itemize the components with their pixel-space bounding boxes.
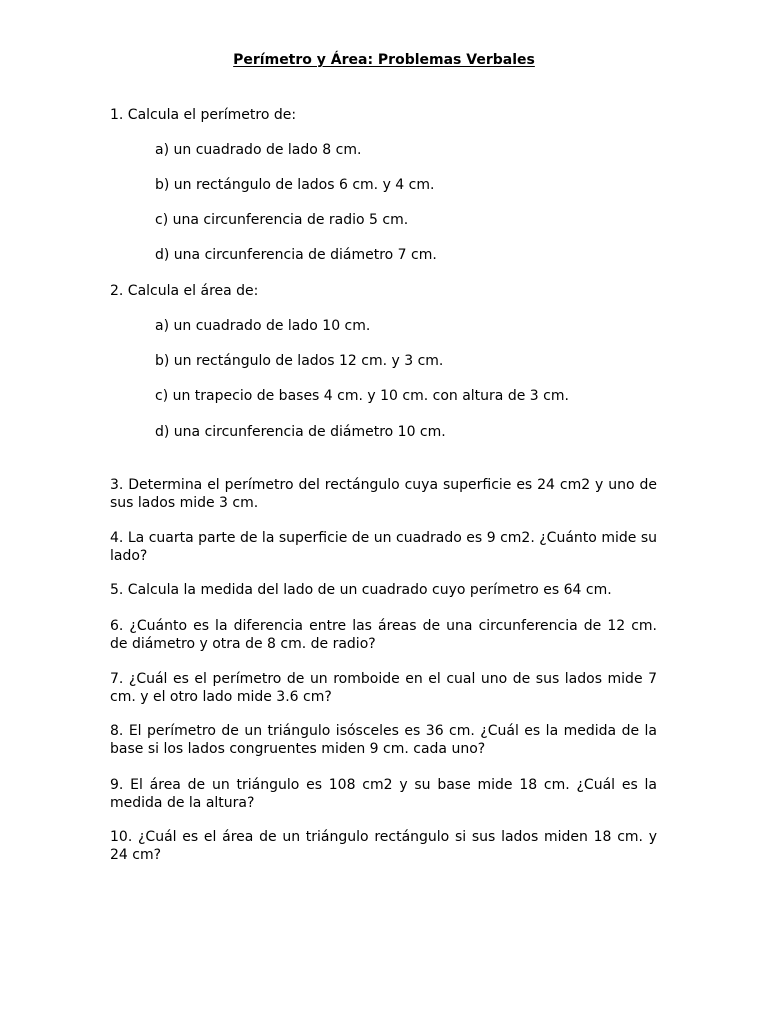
question-2-item-c: c) un trapecio de bases 4 cm. y 10 cm. con altura de 3 cm. xyxy=(155,388,569,404)
problem-8: 8. El perímetro de un triángulo isósceles es 36 cm. ¿Cuál es la medida de la base si los lados congruentes miden 9 cm. cada uno? xyxy=(110,723,657,757)
problem-4: 4. La cuarta parte de la superficie de un cuadrado es 9 cm2. ¿Cuánto mide su lado? xyxy=(110,530,657,564)
problem-6: 6. ¿Cuánto es la diferencia entre las áreas de una circunferencia de 12 cm. de diámetro y otra de 8 cm. de radio? xyxy=(110,618,657,652)
problem-9: 9. El área de un triángulo es 108 cm2 y su base mide 18 cm. ¿Cuál es la medida de la altura? xyxy=(110,777,657,811)
question-1-item-d: d) una circunferencia de diámetro 7 cm. xyxy=(155,247,437,263)
problem-3: 3. Determina el perímetro del rectángulo cuya superficie es 24 cm2 y uno de sus lados mide 3 cm. xyxy=(110,477,657,511)
question-2-item-b: b) un rectángulo de lados 12 cm. y 3 cm. xyxy=(155,353,444,369)
question-2: 2. Calcula el área de: xyxy=(110,283,259,299)
question-2-item-a: a) un cuadrado de lado 10 cm. xyxy=(155,318,371,334)
problem-10: 10. ¿Cuál es el área de un triángulo rectángulo si sus lados miden 18 cm. y 24 cm? xyxy=(110,829,657,863)
page-title: Perímetro y Área: Problemas Verbales xyxy=(233,52,535,68)
question-1-item-b: b) un rectángulo de lados 6 cm. y 4 cm. xyxy=(155,177,435,193)
problem-5: 5. Calcula la medida del lado de un cuadrado cuyo perímetro es 64 cm. xyxy=(110,582,612,598)
question-1: 1. Calcula el perímetro de: xyxy=(110,107,297,123)
question-1-item-c: c) una circunferencia de radio 5 cm. xyxy=(155,212,409,228)
question-1-item-a: a) un cuadrado de lado 8 cm. xyxy=(155,142,362,158)
question-2-item-d: d) una circunferencia de diámetro 10 cm. xyxy=(155,424,446,440)
problem-7: 7. ¿Cuál es el perímetro de un romboide en el cual uno de sus lados mide 7 cm. y el otro lado mide 3.6 cm? xyxy=(110,671,657,705)
